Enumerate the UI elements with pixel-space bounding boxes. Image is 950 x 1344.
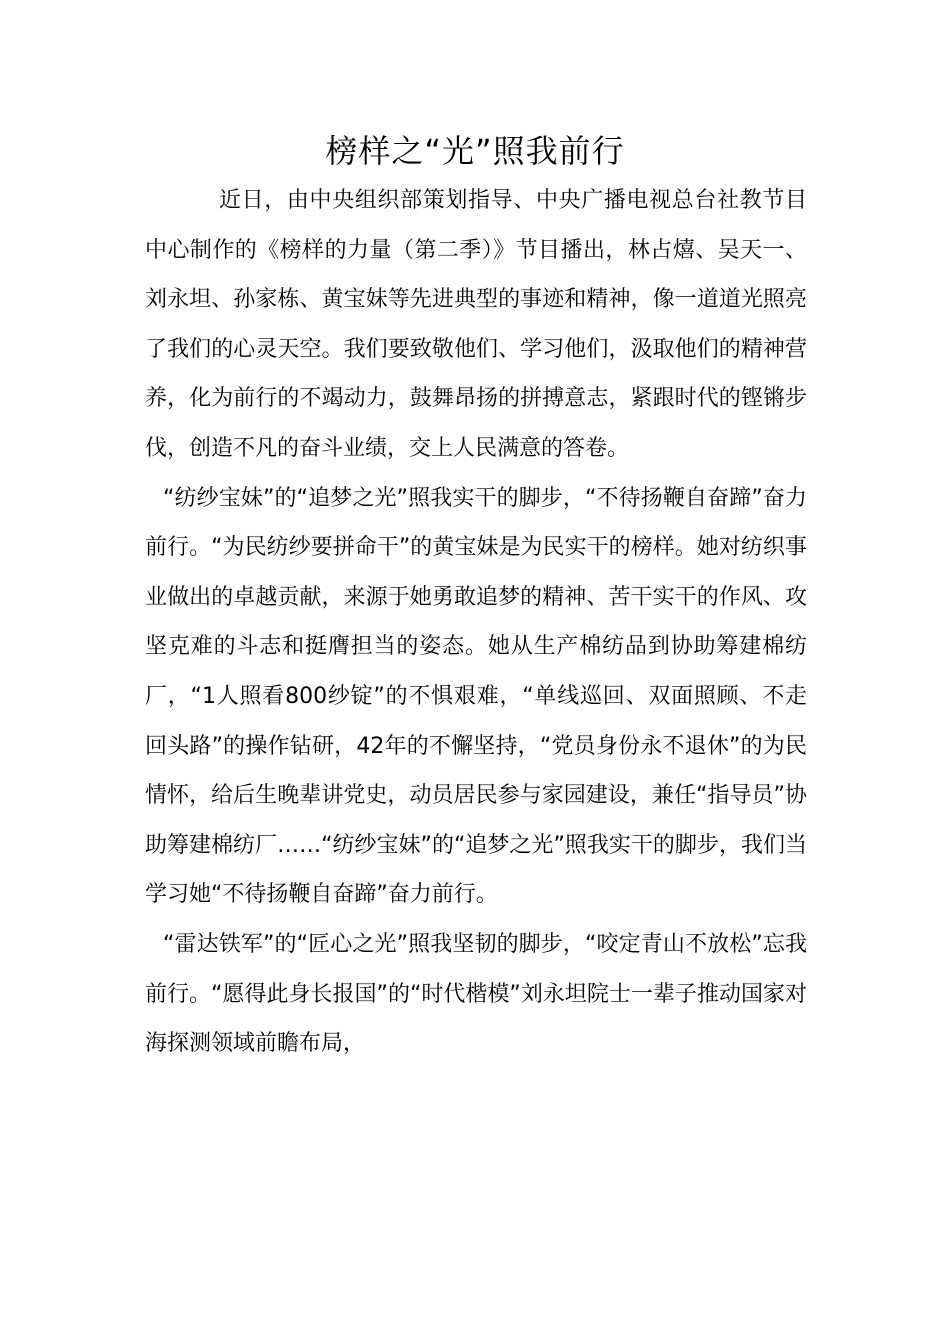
- document-body: [145, 176, 807, 1069]
- document-title: 榜样之“光”照我前行: [325, 132, 625, 170]
- paragraph-intro: 近日，由中央组织部策划指导、中央广播电视总台社教节目中心制作的《榜样的力量（第二季）》节目播出，林占熺、吴天一、刘永坦、孙家栋、黄宝妹等先进典型的事迹和精神，像一道道光照亮了我们的心灵天空。我们要致敬他们、学习他们，汲取他们的精神营养，化为前行的不竭动力，鼓舞昂扬的拼搏意志，紧跟时代的铿锵步伐，创造不凡的奋斗业绩，交上人民满意的答卷。: [145, 188, 807, 461]
- paragraph-liu-yongtan: “雷达铁军”的“匠心之光”照我坚韧的脚步，“咬定青山不放松”忘我前行。“愿得此身长报国”的“时代楷模”刘永坦院士一辈子推动国家对海探测领域前瞻布局，: [145, 931, 807, 1057]
- paragraph-huang-baomei: “纺纱宝妹”的“追梦之光”照我实干的脚步，“不待扬鞭自奋蹄”奋力前行。“为民纺纱要拼命干”的黄宝妹是为民实干的榜样。她对纺织事业做出的卓越贡献，来源于她勇敢追梦的精神、苦干实干的作风、攻坚克难的斗志和挺膺担当的姿态。她从生产棉纺品到协助筹建棉纺厂，“1人照看800纱锭”的不惧艰难，“单线巡回、双面照顾、不走回头路”的操作钻研，42年的不懈坚持，“党员身份永不退休”的为民情怀，给后生晚辈讲党史，动员居民参与家园建设，兼任“指导员”协助筹建棉纺厂……“纺纱宝妹”的“追梦之光”照我实干的脚步，我们当学习她“不待扬鞭自奋蹄”奋力前行。: [145, 485, 807, 908]
